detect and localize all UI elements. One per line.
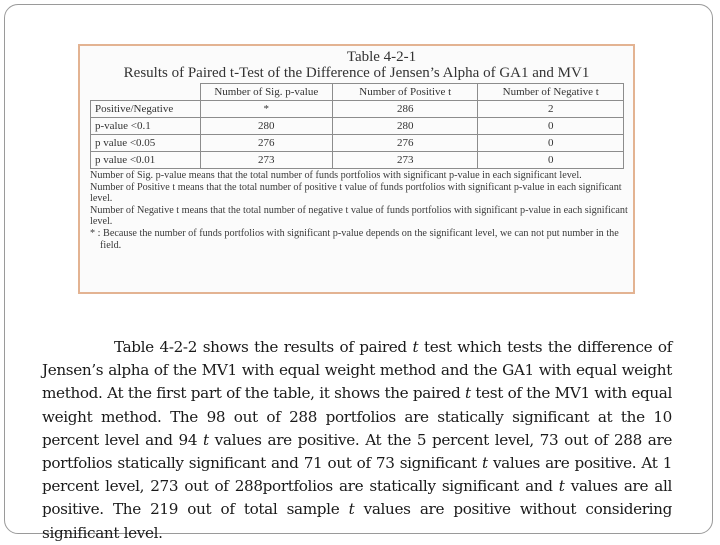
table-row [91, 135, 624, 152]
table-notes [90, 170, 630, 251]
table-title: Results of Paired t-Test of the Difference of Jensen’s Alpha of GA1 and MV1 [123, 65, 590, 81]
table-row [91, 152, 624, 169]
table-cell: 280 [332, 118, 478, 135]
table-caption: Table 4-2-1 [346, 49, 417, 65]
body-paragraph [42, 336, 672, 545]
table-cell: 0 [478, 135, 624, 152]
table-cell: 280 [200, 118, 332, 135]
row-label: p value <0.01 [91, 152, 201, 169]
table-cell: 276 [332, 135, 478, 152]
scanned-table-image [78, 44, 635, 294]
note-line: Number of Positive t means that the total number of positive t value of funds portfolios with significant p-value in each significant level. [90, 181, 622, 205]
note-line: Number of Negative t means that the total number of negative t value of funds portfolios with significant p-value in each significant level. [90, 204, 628, 228]
results-table [90, 83, 624, 169]
header-cell: Number of Sig. p-value [200, 84, 332, 101]
table-cell: 2 [478, 101, 624, 118]
row-label: p value <0.05 [91, 135, 201, 152]
header-cell: Number of Positive t [332, 84, 478, 101]
table-cell: 0 [478, 152, 624, 169]
note-line: Number of Sig. p-value means that the total number of funds portfolios with significant p-value in each significant level. [90, 170, 582, 181]
row-label: Positive/Negative [91, 101, 201, 118]
table-row [91, 118, 624, 135]
table-row [91, 101, 624, 118]
table-cell: 276 [200, 135, 332, 152]
note-line: * : Because the number of funds portfolios with significant p-value depends on the significant level, we can not put number in the field. [90, 227, 619, 251]
table-header-row [91, 84, 624, 101]
body-paragraph-text: Table 4-2-2 shows the results of paired t test which tests the difference of Jensen’s alpha of the MV1 with equal weight method and the GA1 with equal weight method. At the first part of the table, it shows the paired t test of the MV1 with equal weight method. The 98 out of 288 portfolios are statically significant at the 10 percent level and 94 t values are positive. At the 5 percent level, 73 out of 288 are portfolios statically significant and 71 out of 73 significant t values are positive. At 1 percent level, 273 out of 288portfolios are statically significant and t values are all positive. The 219 out of total sample t values are positive without considering significant level. [42, 338, 673, 542]
table-cell: * [200, 101, 332, 118]
header-cell [91, 84, 201, 101]
table-cell: 273 [200, 152, 332, 169]
table-cell: 286 [332, 101, 478, 118]
header-cell: Number of Negative t [478, 84, 624, 101]
table-cell: 273 [332, 152, 478, 169]
table-cell: 0 [478, 118, 624, 135]
row-label: p-value <0.1 [91, 118, 201, 135]
